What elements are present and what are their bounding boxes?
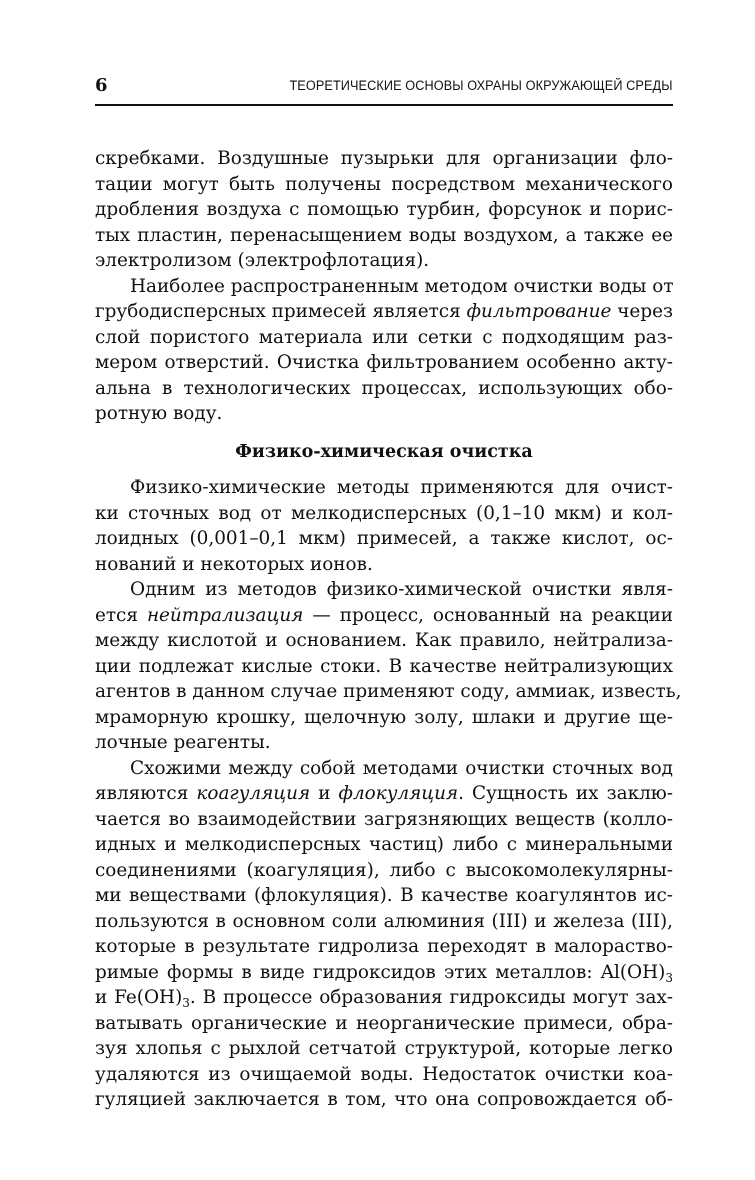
term-coagulation: коагуляция xyxy=(196,783,311,804)
text-line: Одним из методов физико-химической очистки явля- xyxy=(130,579,673,600)
text-line: мраморную крошку, щелочную золу, шлаки и другие ще- xyxy=(95,706,673,728)
text-line: скребками. Воздушные пузырьки для организации фло- xyxy=(95,148,673,169)
term-neutralization: нейтрализация xyxy=(146,604,304,626)
header-rule xyxy=(95,104,673,106)
text-run: через xyxy=(611,301,674,322)
text-line: Схожими между собой методами очистки сточных вод xyxy=(130,757,673,779)
paragraph-flotation xyxy=(95,146,673,274)
paragraph-coagulation xyxy=(95,756,673,1113)
text-line: ротную воду. xyxy=(95,403,223,424)
text-run: ется xyxy=(95,604,147,626)
text-line: тации могут быть получены посредством механического xyxy=(95,173,673,195)
text-line: электролизом (электрофлотация). xyxy=(95,250,430,271)
page-header xyxy=(95,74,673,104)
text-line: удаляются из очищаемой воды. Недостаток очистки коа- xyxy=(95,1063,673,1085)
text-run: . Сущность их заклю- xyxy=(458,783,674,804)
text-line xyxy=(95,985,673,1011)
paragraph-filtration xyxy=(95,274,673,427)
text-run: римые формы в виде гидроксидов этих металлов: Al(OH) xyxy=(95,961,666,983)
text-line: нований и некоторых ионов. xyxy=(95,553,373,575)
text-line xyxy=(95,603,673,629)
term-flocculation: флокуляция xyxy=(338,783,459,804)
text-line: гуляцией заключается в том, что она сопровождается об- xyxy=(95,1089,673,1110)
text-line: агентов в данном случае применяют соду, аммиак, известь, xyxy=(95,681,682,702)
running-title: ТЕОРЕТИЧЕСКИЕ ОСНОВЫ ОХРАНЫ ОКРУЖАЮЩЕЙ СРЕДЫ xyxy=(289,78,673,93)
text-line xyxy=(95,960,673,986)
text-line: Физико-химические методы применяются для очист- xyxy=(130,477,673,498)
text-line: мером отверстий. Очистка фильтрованием особенно акту- xyxy=(95,352,673,373)
paragraph-physchem-methods xyxy=(95,475,673,577)
text-run: — процесс, основанный на реакции xyxy=(303,604,673,626)
text-line: альна в технологических процессах, использующих обо- xyxy=(95,377,673,399)
text-line: которые в результате гидролиза переходят в малораство- xyxy=(95,936,673,957)
text-line: пользуются в основном соли алюминия (III) и железа (III), xyxy=(95,910,673,932)
text-line: ми веществами (флокуляция). В качестве коагулянтов ис- xyxy=(95,885,673,906)
subscript: 3 xyxy=(182,996,190,1010)
text-line: дробления воздуха с помощью турбин, форсунок и порис- xyxy=(95,199,673,220)
text-line xyxy=(95,781,673,807)
subscript: 3 xyxy=(665,970,673,985)
text-line xyxy=(95,299,673,325)
page-body xyxy=(95,146,682,1113)
text-line: тых пластин, перенасыщением воды воздухом, а также ее xyxy=(95,224,673,246)
text-line: зуя хлопья с рыхлой сетчатой структурой, которые легко xyxy=(95,1038,673,1059)
text-line: ки сточных вод от мелкодисперсных (0,1–10 мкм) и кол- xyxy=(95,502,673,524)
text-run: . В процессе образования гидроксиды могут зах- xyxy=(189,987,673,1008)
term-filtration: фильтрование xyxy=(466,301,612,322)
text-line: Наиболее распространенным методом очистки воды от xyxy=(130,275,674,297)
page-number: 6 xyxy=(95,75,108,96)
text-run: и xyxy=(310,783,339,804)
text-line: чается во взаимодействии загрязняющих веществ (колло- xyxy=(95,808,673,830)
text-line: лоидных (0,001–0,1 мкм) примесей, а также кислот, ос- xyxy=(95,528,673,549)
text-line: соединениями (коагуляция), либо с высокомолекулярны- xyxy=(95,859,673,881)
text-line: ции подлежат кислые стоки. В качестве нейтрализующих xyxy=(95,655,673,677)
text-run: грубодисперсных примесей является xyxy=(95,301,467,322)
paragraph-neutralization xyxy=(95,577,682,756)
text-line: между кислотой и основанием. Как правило, нейтрализа- xyxy=(95,630,673,651)
text-line: ватывать органические и неорганические примеси, обра- xyxy=(95,1012,673,1034)
text-line: лочные реагенты. xyxy=(95,732,271,753)
text-line: идных и мелкодисперсных частиц) либо с минеральными xyxy=(95,834,673,855)
section-heading: Физико-химическая очистка xyxy=(235,441,533,462)
text-run: являются xyxy=(95,783,197,804)
text-line: слой пористого материала или сетки с подходящим раз- xyxy=(95,326,673,348)
text-run: и Fe(OH) xyxy=(95,987,183,1008)
